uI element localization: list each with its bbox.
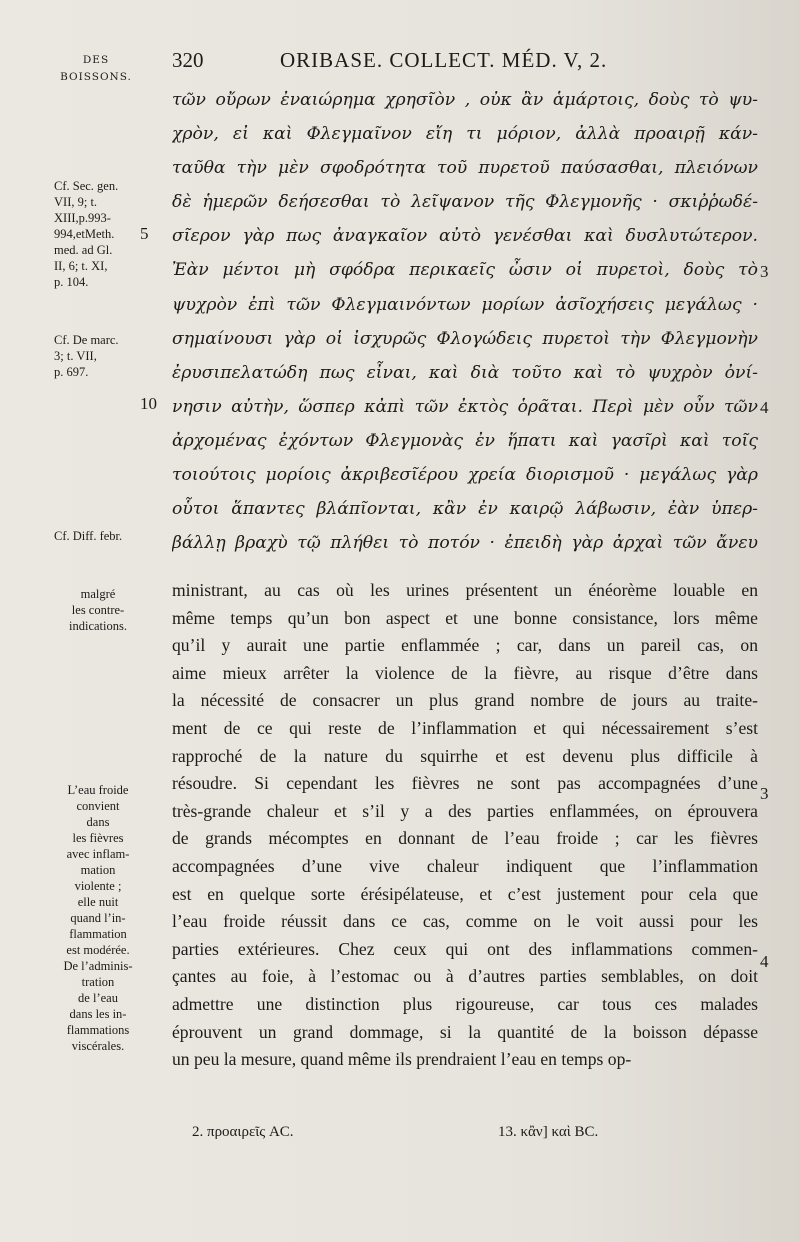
marginal-summary	[40, 586, 156, 634]
marginal-line: med. ad Gl.	[54, 243, 113, 257]
french-line: un peu la mesure, quand même ils prendraient l’eau en temps op-	[172, 1049, 632, 1070]
marginal-line: malgré	[80, 587, 116, 601]
french-line: aime mieux arrêter la violence de la fièvre, au risque d’être dans	[172, 662, 758, 683]
greek-line: οὗτοι ἅπαντες βλάπῖονται, κἂν ἐν καιρῷ λάβωσιν, ἐὰν ὑπερ-	[172, 499, 758, 520]
running-head-line: BOISSONS.	[60, 71, 132, 83]
marginal-line: flammation	[69, 927, 127, 941]
greek-line: ἀρχομένας ἐχόντων Φλεγμονὰς ἐν ἥπατι καὶ γασῖρὶ καὶ τοῖς	[172, 430, 758, 451]
marginal-line: 994,etMeth.	[54, 227, 115, 241]
marginal-line: indications.	[69, 619, 127, 633]
french-line: ministrant, au cas où les urines présentent un énéorème louable en	[172, 580, 758, 600]
marginal-line: L’eau froide	[67, 783, 129, 797]
marginal-line: est modérée.	[66, 943, 130, 957]
marginal-line: II, 6; t. XI,	[54, 259, 108, 273]
variant-reading: 2. προαιρεῖς AC.	[192, 1124, 294, 1140]
greek-line: ἐρυσιπελατώδη πως εἶναι, καὶ διὰ τοῦτο καὶ τὸ ψυχρὸν ὀνί-	[172, 362, 758, 383]
running-head-line: DES	[82, 54, 110, 66]
french-line: de grands mécomptes en donnant de l’eau froide ; car les fièvres	[172, 828, 758, 849]
page-header	[170, 44, 660, 76]
marginal-line: Cf. Diff. febr.	[54, 529, 123, 543]
greek-line: ψυχρὸν ἐπὶ τῶν Φλεγμαινόντων μορίων ἀσῖοχήσεις μεγάλως ·	[172, 294, 758, 315]
greek-text	[172, 83, 758, 560]
marginal-line: dans les in-	[69, 1007, 127, 1021]
line-number: 10	[140, 394, 157, 413]
french-line: qu’il y aurait une partie enflammée ; car, dans un pareil cas, on	[172, 635, 758, 656]
marginal-line: p. 104.	[54, 275, 89, 289]
greek-line: ταῦθα τὴν μὲν σφοδρότητα τοῦ πυρετοῦ παύσασθαι, πλειόνων	[172, 158, 758, 179]
section-number: 3	[760, 262, 769, 281]
marginal-line: XIII,p.993-	[54, 211, 111, 225]
marginal-line: flammations	[66, 1023, 130, 1037]
page-title: ORIBASE. COLLECT. MÉD. V, 2.	[280, 48, 608, 72]
marginal-line: mation	[80, 863, 116, 877]
greek-line: χρὸν, εἰ καὶ Φλεγμαῖνον εἴη τι μόριον, ἀλλὰ προαιρῇ κάν-	[172, 124, 758, 145]
french-translation	[172, 577, 758, 1074]
french-line: même temps qu’un bon aspect et une bonne consistance, lors même	[172, 607, 758, 628]
greek-line: βάλλῃ βραχὺ τῷ πλήθει τὸ ποτόν · ἐπειδὴ γὰρ ἀρχαὶ τῶν ἄνευ	[172, 533, 758, 554]
marginal-line: 3; t. VII,	[54, 349, 97, 363]
marginal-line: convient	[76, 799, 120, 813]
french-line: est en quelque sorte érésipélateuse, et c’est justement pour cela que	[172, 883, 758, 904]
section-number: 4	[760, 952, 769, 971]
french-line: accompagnées d’une vive chaleur indiquent que l’inflammation	[172, 855, 758, 876]
greek-line: Ἐὰν μέντοι μὴ σφόδρα περικαεῖς ὦσιν οἱ πυρετοὶ, δοὺς τὸ	[172, 260, 758, 281]
french-line: éprouvent un grand dommage, si la quantité de la boisson dépasse	[172, 1021, 758, 1042]
french-line: ment de ce qui reste de l’inflammation et qui nécessairement s’est	[172, 717, 758, 738]
marginal-line: violente ;	[74, 879, 122, 893]
french-line: çantes au foie, à l’estomac ou à d’autres parties semblables, on doit	[172, 966, 758, 987]
marginal-line: de l’eau	[78, 991, 118, 1005]
marginal-line: elle nuit	[77, 895, 119, 909]
marginal-line: tration	[81, 975, 115, 989]
french-line: la nécessité de consacrer un plus grand nombre de jours au traite-	[172, 690, 758, 711]
marginal-line: les contre-	[71, 603, 125, 617]
page-number: 320	[172, 48, 204, 72]
greek-line: τοιούτοις μορίοις ἀκριβεσῖέρου χρεία διορισμοῦ · μεγάλως γὰρ	[172, 465, 758, 486]
marginal-line: les fièvres	[72, 831, 124, 845]
marginal-line: VII, 9; t.	[54, 195, 98, 209]
marginal-line: dans	[86, 815, 110, 829]
marginal-reference	[54, 528, 164, 544]
marginal-line: avec inflam-	[66, 847, 130, 861]
variant-reading: 13. κἂν] καὶ BC.	[498, 1124, 599, 1140]
greek-line: δὲ ἡμερῶν δεήσεσθαι τὸ λεῖψανον τῆς Φλεγμονῆς · σκιῤῥωδέ-	[172, 192, 758, 213]
french-line: parties extérieures. Chez ceux qui ont des inflammations commen-	[172, 938, 758, 959]
marginal-line: viscérales.	[71, 1039, 125, 1053]
greek-line: τῶν οὔρων ἐναιώρημα χρησῖὸν , οὐκ ἂν ἁμάρτοις, δοὺς τὸ ψυ-	[172, 90, 758, 110]
french-line: l’eau froide réussit dans ce cas, comme on le voit aussi pour les	[172, 911, 758, 932]
marginal-summary	[40, 782, 156, 1054]
marginal-reference	[54, 178, 164, 290]
greek-line: σῖερον γὰρ πως ἀναγκαῖον αὐτὸ γενέσθαι καὶ δυσλυτώτερον.	[172, 226, 758, 247]
french-line: admettre une distinction plus rigoureuse, car tous ces malades	[172, 993, 758, 1014]
greek-line: νησιν αὐτὴν, ὥσπερ κἀπὶ τῶν ἐκτὸς ὁρᾶται. Περὶ μὲν οὖν τῶν	[172, 396, 758, 417]
marginal-line: p. 697.	[54, 365, 89, 379]
greek-line: σημαίνουσι γὰρ οἱ ἰσχυρῶς Φλογώδεις πυρετοὶ τὴν Φλεγμονὴν	[172, 328, 758, 349]
marginal-line: Cf. De marc.	[54, 333, 119, 347]
marginal-line: quand l’in-	[70, 911, 126, 925]
marginal-reference	[54, 332, 164, 380]
french-line: très-grande chaleur et s’il y a des parties enflammées, on éprouvera	[172, 800, 758, 821]
section-number: 4	[760, 398, 769, 417]
french-line: rapproché de la nature du squirrhe et est devenu plus difficile à	[172, 745, 758, 766]
section-number: 3	[760, 784, 769, 803]
line-number: 5	[140, 224, 149, 243]
marginal-line: De l’adminis-	[63, 959, 133, 973]
marginal-line: Cf. Sec. gen.	[54, 179, 119, 193]
running-head-left	[56, 52, 136, 86]
french-line: résoudre. Si cependant les fièvres ne sont pas accompagnées d’une	[172, 773, 758, 794]
